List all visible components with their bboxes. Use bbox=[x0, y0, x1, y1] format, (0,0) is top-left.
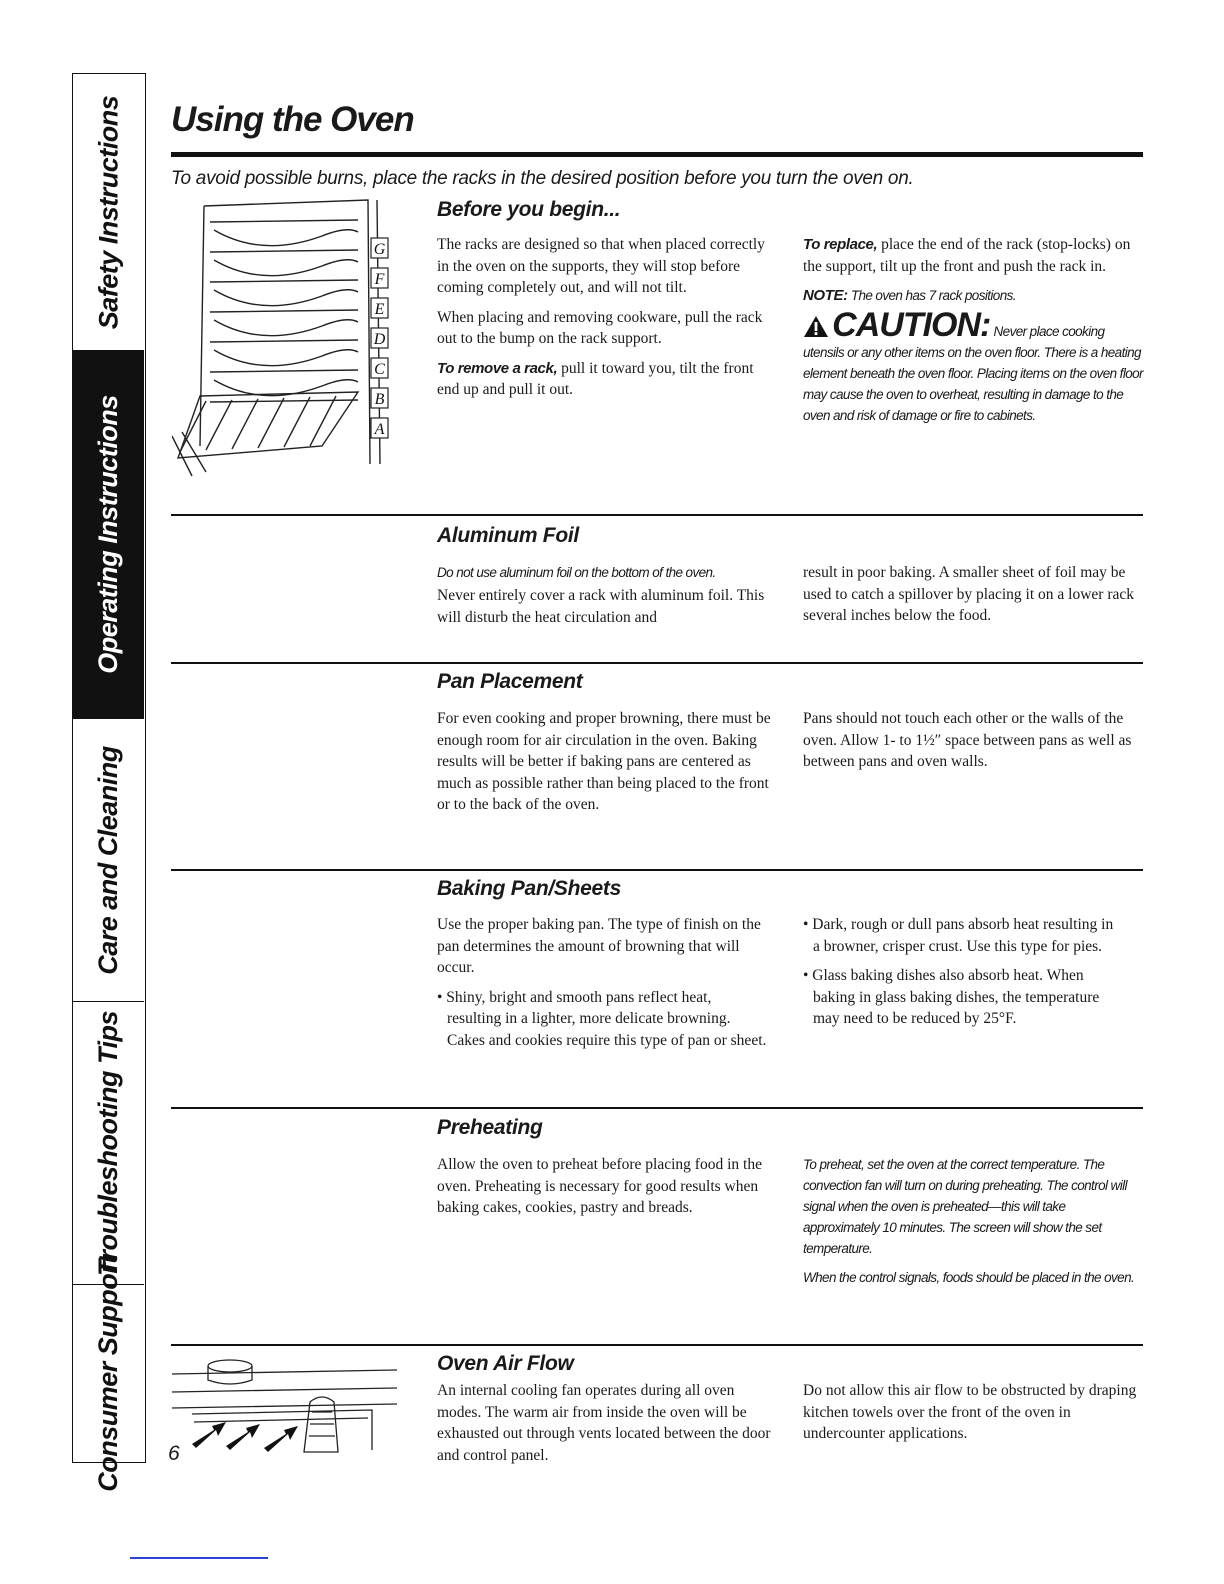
tab-label: Operating Instructions bbox=[93, 395, 123, 674]
tab-label: Safety Instructions bbox=[93, 95, 123, 329]
foil-warning: Do not use aluminum foil on the bottom of the oven. bbox=[437, 565, 716, 580]
rack-label-d: D bbox=[373, 331, 386, 348]
before-paragraph: The racks are designed so that when placed correctly in the oven on the supports, they will stop before coming completely out, and will not tilt. bbox=[437, 236, 765, 296]
replace-rack-lead: To replace, bbox=[803, 236, 878, 253]
remove-rack-text: pull it toward you, tilt the front end up and pull it out. bbox=[437, 359, 754, 398]
title-divider bbox=[171, 152, 1143, 157]
rack-label-f: F bbox=[374, 271, 385, 288]
tab-label: Consumer Support bbox=[93, 1255, 124, 1492]
section-divider bbox=[171, 514, 1143, 516]
sheets-bullet: • Dark, rough or dull pans absorb heat resulting in a browner, crisper crust. Use this type for pies. bbox=[803, 916, 1114, 955]
oven-air-flow-illustration bbox=[172, 1352, 397, 1462]
page-title: Using the Oven bbox=[171, 100, 414, 139]
section-heading-before: Before you begin... bbox=[437, 198, 621, 221]
page-number: 6 bbox=[168, 1442, 180, 1465]
sheets-right-column bbox=[803, 914, 1123, 1038]
note-paragraph bbox=[803, 285, 1143, 307]
tab-operating-instructions[interactable] bbox=[73, 351, 144, 719]
foil-right-column bbox=[803, 562, 1143, 635]
foil-paragraph: Never entirely cover a rack with aluminum foil. This will disturb the heat circulation and bbox=[437, 587, 765, 626]
preheat-right-column bbox=[803, 1154, 1143, 1296]
airflow-left-column bbox=[437, 1380, 777, 1474]
airflow-paragraph: An internal cooling fan operates during all oven modes. The warm air from inside the oven will be exhausted out through vents located between the door and control panel. bbox=[437, 1382, 771, 1464]
tab-label: Care and Cleaning bbox=[93, 745, 123, 975]
sheets-left-column bbox=[437, 914, 767, 1059]
note-lead: NOTE: bbox=[803, 287, 848, 304]
section-heading-aluminum-foil: Aluminum Foil bbox=[437, 524, 579, 547]
remove-rack-paragraph bbox=[437, 358, 775, 401]
section-tab-strip bbox=[72, 73, 146, 1492]
rack-label-g: G bbox=[373, 241, 386, 258]
foil-paragraph: result in poor baking. A smaller sheet of foil may be used to catch a spillover by placing it on a lower rack several inches below the food. bbox=[803, 564, 1134, 624]
pan-paragraph: Pans should not touch each other or the walls of the oven. Allow 1- to 1½″ space between pans as well as between pans and oven walls. bbox=[803, 710, 1132, 770]
section-divider bbox=[171, 662, 1143, 664]
caution-text: Never place cooking utensils or any other items on the oven floor. There is a heating element beneath the oven floor. Placing items on the oven floor may cause the oven to overheat, resulting in damage to the oven and risk of damage or fire to cabinets. bbox=[803, 323, 1143, 423]
replace-rack-paragraph bbox=[803, 234, 1143, 277]
caution-heading: CAUTION: bbox=[832, 305, 991, 344]
pan-left-column bbox=[437, 708, 777, 824]
remove-rack-lead: To remove a rack, bbox=[437, 359, 558, 377]
airflow-paragraph: Do not allow this air flow to be obstructed by draping kitchen towels over the front of the oven in undercounter applications. bbox=[803, 1382, 1137, 1442]
rack-label-e: E bbox=[374, 301, 385, 318]
rack-label-b: B bbox=[374, 391, 385, 408]
section-divider bbox=[171, 869, 1143, 871]
section-heading-preheating: Preheating bbox=[437, 1116, 543, 1139]
section-heading-oven-air-flow: Oven Air Flow bbox=[437, 1352, 574, 1375]
caution-paragraph bbox=[803, 305, 1143, 426]
tab-label: Troubleshooting Tips bbox=[93, 1010, 123, 1276]
tab-safety-instructions[interactable] bbox=[73, 74, 144, 351]
sheets-bullet: • Shiny, bright and smooth pans reflect heat, resulting in a lighter, more delicate browning. Cakes and cookies require this type of pan or sheet. bbox=[437, 988, 767, 1049]
sheets-paragraph: Use the proper baking pan. The type of finish on the pan determines the amount of browning that will occur. bbox=[437, 916, 761, 976]
rack-label-a: A bbox=[374, 421, 385, 438]
rack-label-c: C bbox=[374, 361, 385, 378]
tab-care-and-cleaning[interactable] bbox=[73, 719, 144, 1002]
preheat-paragraph: When the control signals, foods should be placed in the oven. bbox=[803, 1270, 1135, 1285]
section-heading-baking-pan-sheets: Baking Pan/Sheets bbox=[437, 877, 621, 900]
preheat-left-column bbox=[437, 1154, 777, 1227]
before-left-column bbox=[437, 234, 775, 409]
preheat-paragraph: Allow the oven to preheat before placing food in the oven. Preheating is necessary for good results when baking cakes, cookies, pastry and breads. bbox=[437, 1156, 762, 1216]
before-right-column bbox=[803, 234, 1143, 434]
rack-positions-illustration bbox=[172, 196, 417, 486]
replace-rack-text: place the end of the rack (stop-locks) on the support, tilt up the front and push the rack in. bbox=[803, 236, 1131, 275]
foil-left-column bbox=[437, 562, 775, 636]
bottom-link-underline[interactable] bbox=[130, 1557, 268, 1559]
note-text: The oven has 7 rack positions. bbox=[847, 288, 1016, 303]
section-divider bbox=[171, 1107, 1143, 1109]
before-paragraph: When placing and removing cookware, pull the rack out to the bump on the rack support. bbox=[437, 308, 763, 347]
pan-right-column bbox=[803, 708, 1143, 781]
warning-triangle-icon bbox=[803, 315, 829, 338]
section-heading-pan-placement: Pan Placement bbox=[437, 670, 583, 693]
section-divider bbox=[171, 1344, 1143, 1346]
sheets-bullet: • Glass baking dishes also absorb heat. When baking in glass baking dishes, the temperature may need to be reduced by 25°F. bbox=[803, 967, 1100, 1027]
pan-paragraph: For even cooking and proper browning, there must be enough room for air circulation in the oven. Baking results will be better if baking pans are centered as much as possible rather than being placed to the front or to the back of the oven. bbox=[437, 710, 771, 813]
tab-troubleshooting-tips[interactable] bbox=[73, 1002, 144, 1285]
tab-consumer-support[interactable] bbox=[73, 1255, 144, 1492]
airflow-right-column bbox=[803, 1380, 1143, 1453]
intro-warning: To avoid possible burns, place the racks in the desired position before you turn the oven on. bbox=[171, 168, 914, 189]
preheat-paragraph: To preheat, set the oven at the correct temperature. The convection fan will turn on during preheating. The control will signal when the oven is preheated—this will take approximately 10 minutes. The screen will show the set temperature. bbox=[803, 1157, 1127, 1256]
